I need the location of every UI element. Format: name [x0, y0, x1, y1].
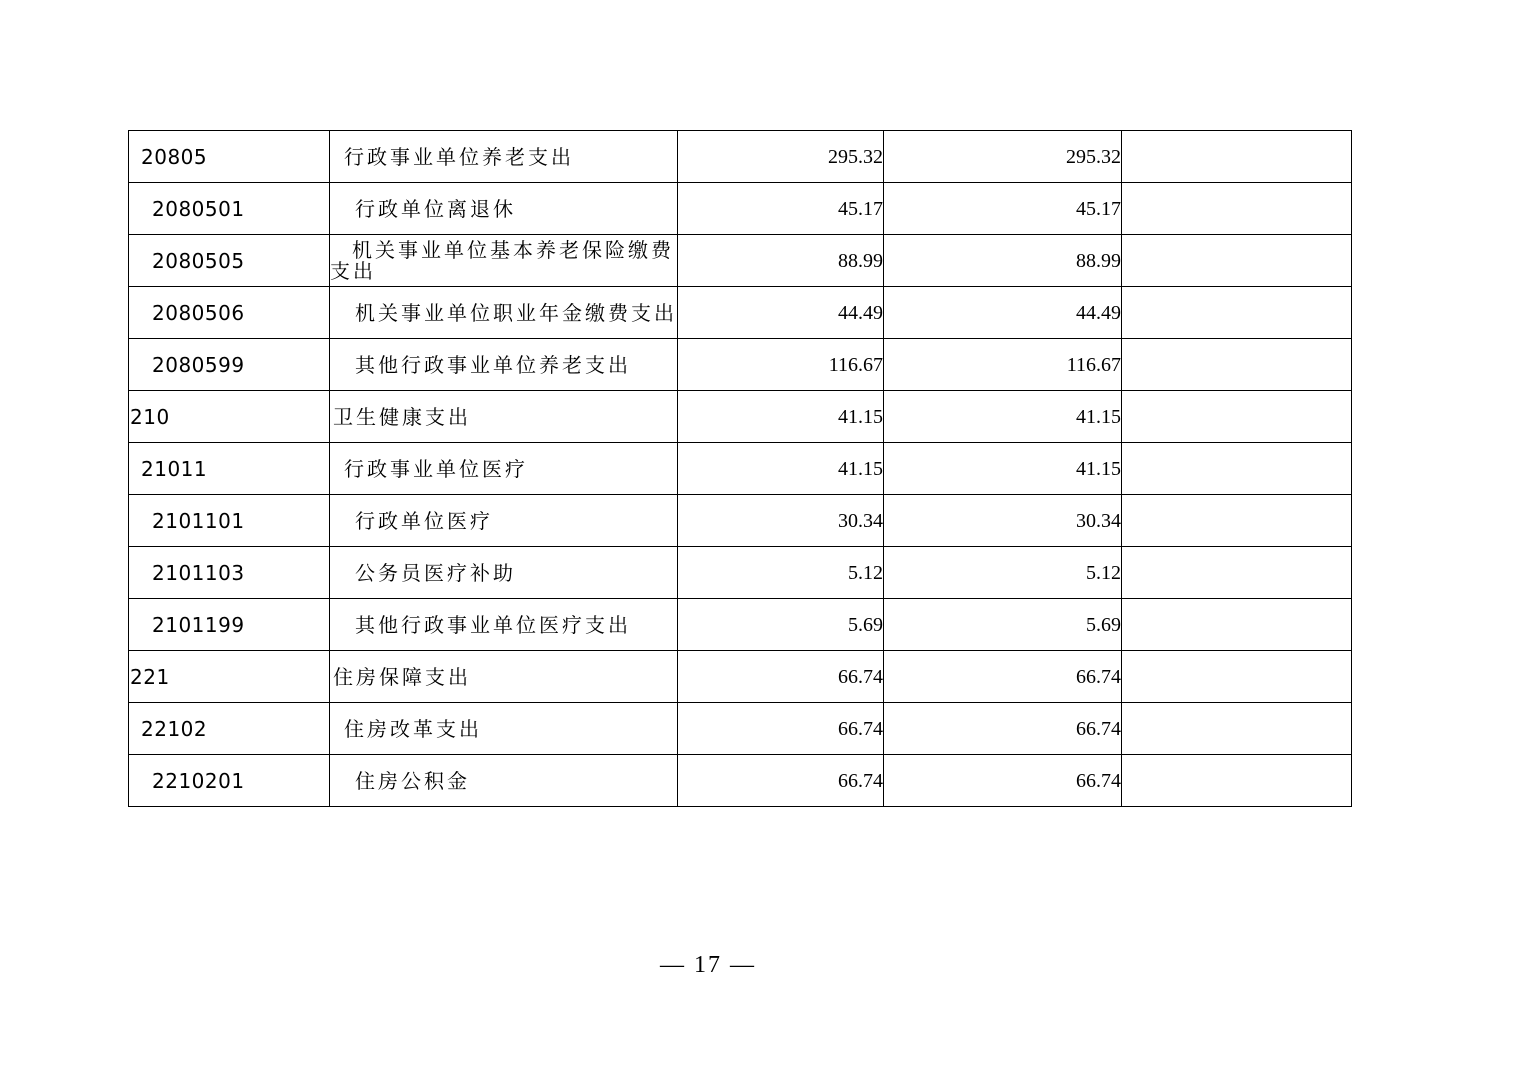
subject-code: 21011 — [129, 443, 330, 495]
subject-name: 行政单位医疗 — [330, 495, 678, 547]
table-row — [129, 131, 1352, 183]
subject-name: 住房改革支出 — [330, 703, 678, 755]
project-amount — [1122, 131, 1352, 183]
project-amount — [1122, 547, 1352, 599]
project-amount — [1122, 235, 1352, 287]
subject-code: 2101103 — [129, 547, 330, 599]
basic-amount: 295.32 — [884, 131, 1122, 183]
basic-amount: 66.74 — [884, 651, 1122, 703]
basic-amount: 116.67 — [884, 339, 1122, 391]
project-amount — [1122, 391, 1352, 443]
subject-name: 其他行政事业单位养老支出 — [330, 339, 678, 391]
subject-code: 2080501 — [129, 183, 330, 235]
subject-code: 221 — [129, 651, 330, 703]
subject-code: 2080506 — [129, 287, 330, 339]
page-number: — 17 — — [660, 952, 756, 978]
table-row — [129, 287, 1352, 339]
basic-amount: 41.15 — [884, 443, 1122, 495]
subject-name: 机关事业单位职业年金缴费支出 — [330, 287, 678, 339]
table-row — [129, 339, 1352, 391]
subject-name: 公务员医疗补助 — [330, 547, 678, 599]
table-row — [129, 235, 1352, 287]
basic-amount: 66.74 — [884, 755, 1122, 807]
total-amount: 116.67 — [678, 339, 884, 391]
basic-amount: 66.74 — [884, 703, 1122, 755]
table-row — [129, 495, 1352, 547]
basic-amount: 44.49 — [884, 287, 1122, 339]
table-row — [129, 599, 1352, 651]
project-amount — [1122, 495, 1352, 547]
project-amount — [1122, 183, 1352, 235]
basic-amount: 41.15 — [884, 391, 1122, 443]
total-amount: 66.74 — [678, 755, 884, 807]
expenditure-table — [128, 130, 1352, 807]
basic-amount: 30.34 — [884, 495, 1122, 547]
table-row — [129, 547, 1352, 599]
table-row — [129, 183, 1352, 235]
total-amount: 44.49 — [678, 287, 884, 339]
total-amount: 5.69 — [678, 599, 884, 651]
basic-amount: 5.69 — [884, 599, 1122, 651]
subject-code: 20805 — [129, 131, 330, 183]
total-amount: 41.15 — [678, 443, 884, 495]
total-amount: 41.15 — [678, 391, 884, 443]
subject-code: 210 — [129, 391, 330, 443]
project-amount — [1122, 755, 1352, 807]
subject-code: 2210201 — [129, 755, 330, 807]
total-amount: 66.74 — [678, 651, 884, 703]
project-amount — [1122, 339, 1352, 391]
project-amount — [1122, 651, 1352, 703]
subject-code: 2080599 — [129, 339, 330, 391]
subject-code: 22102 — [129, 703, 330, 755]
basic-amount: 5.12 — [884, 547, 1122, 599]
subject-name: 住房保障支出 — [330, 651, 678, 703]
table-row — [129, 443, 1352, 495]
total-amount: 88.99 — [678, 235, 884, 287]
project-amount — [1122, 599, 1352, 651]
table-row — [129, 651, 1352, 703]
subject-name-text: 机关事业单位基本养老保险缴费支出 — [330, 237, 674, 283]
basic-amount: 45.17 — [884, 183, 1122, 235]
project-amount — [1122, 443, 1352, 495]
subject-name: 住房公积金 — [330, 755, 678, 807]
subject-name: 行政事业单位医疗 — [330, 443, 678, 495]
subject-code: 2080505 — [129, 235, 330, 287]
total-amount: 5.12 — [678, 547, 884, 599]
subject-name: 行政单位离退休 — [330, 183, 678, 235]
subject-name: 行政事业单位养老支出 — [330, 131, 678, 183]
total-amount: 45.17 — [678, 183, 884, 235]
total-amount: 295.32 — [678, 131, 884, 183]
total-amount: 30.34 — [678, 495, 884, 547]
table-row — [129, 391, 1352, 443]
subject-code: 2101199 — [129, 599, 330, 651]
subject-name: 卫生健康支出 — [330, 391, 678, 443]
table-row — [129, 755, 1352, 807]
project-amount — [1122, 703, 1352, 755]
project-amount — [1122, 287, 1352, 339]
subject-code: 2101101 — [129, 495, 330, 547]
table-row — [129, 703, 1352, 755]
basic-amount: 88.99 — [884, 235, 1122, 287]
subject-name — [330, 235, 678, 287]
subject-name: 其他行政事业单位医疗支出 — [330, 599, 678, 651]
total-amount: 66.74 — [678, 703, 884, 755]
